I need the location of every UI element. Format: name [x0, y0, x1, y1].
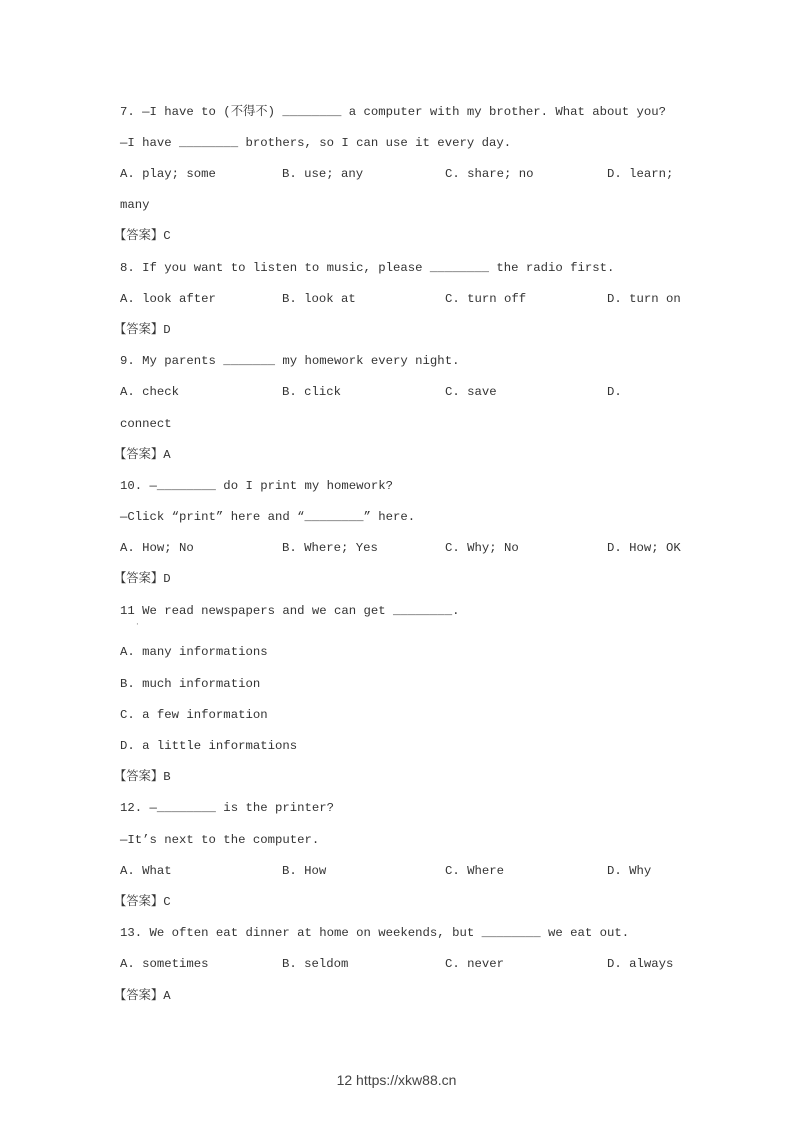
option-d: D. — [607, 385, 622, 399]
option-d: D. always — [607, 957, 674, 971]
option-a: A. play; some — [120, 167, 216, 181]
option-wrap: connect — [120, 417, 172, 431]
option-a: A. many informations — [120, 645, 268, 659]
option-d: D. a little informations — [120, 739, 298, 753]
answer: 【答案】A — [114, 989, 171, 1003]
option-c: C. share; no — [445, 167, 534, 181]
option-c: C. a few information — [120, 708, 268, 722]
answer: 【答案】D — [114, 572, 171, 586]
question-text: 9. My parents _______ my homework every night. — [120, 354, 460, 368]
option-d: D. learn; — [607, 167, 674, 181]
question-text: —Click “print” here and “________” here. — [120, 510, 416, 524]
option-b: B. use; any — [282, 167, 364, 181]
answer: 【答案】C — [114, 229, 171, 243]
option-b: B. much information — [120, 677, 261, 691]
option-d: D. Why — [607, 864, 652, 878]
option-a: A. sometimes — [120, 957, 209, 971]
stray-mark: · — [135, 620, 140, 629]
option-d: D. turn on — [607, 292, 681, 306]
option-b: B. look at — [282, 292, 356, 306]
question-text: 10. —________ do I print my homework? — [120, 479, 394, 493]
answer: 【答案】A — [114, 448, 171, 462]
question-text: —It’s next to the computer. — [120, 833, 320, 847]
option-b: B. Where; Yes — [282, 541, 378, 555]
answer: 【答案】D — [114, 323, 171, 337]
option-wrap: many — [120, 198, 150, 212]
option-b: B. click — [282, 385, 342, 399]
option-c: C. save — [445, 385, 497, 399]
option-a: A. check — [120, 385, 180, 399]
option-c: C. turn off — [445, 292, 527, 306]
question-text: 13. We often eat dinner at home on weekends, but ________ we eat out. — [120, 926, 630, 940]
option-b: B. seldom — [282, 957, 349, 971]
answer: 【答案】B — [114, 770, 171, 784]
option-d: D. How; OK — [607, 541, 681, 555]
question-text: 7. —I have to (不得不) ________ a computer with my brother. What about you? — [120, 105, 667, 119]
option-a: A. look after — [120, 292, 216, 306]
option-c: C. Why; No — [445, 541, 519, 555]
question-text: 8. If you want to listen to music, please ________ the radio first. — [120, 261, 615, 275]
question-text: —I have ________ brothers, so I can use it every day. — [120, 136, 512, 150]
option-b: B. How — [282, 864, 327, 878]
question-text: 11 We read newspapers and we can get ________. — [120, 604, 460, 618]
page-footer: 12 https://xkw88.cn — [336, 1072, 457, 1088]
option-a: A. What — [120, 864, 172, 878]
option-a: A. How; No — [120, 541, 194, 555]
option-c: C. never — [445, 957, 505, 971]
answer: 【答案】C — [114, 895, 171, 909]
question-text: 12. —________ is the printer? — [120, 801, 335, 815]
option-c: C. Where — [445, 864, 505, 878]
